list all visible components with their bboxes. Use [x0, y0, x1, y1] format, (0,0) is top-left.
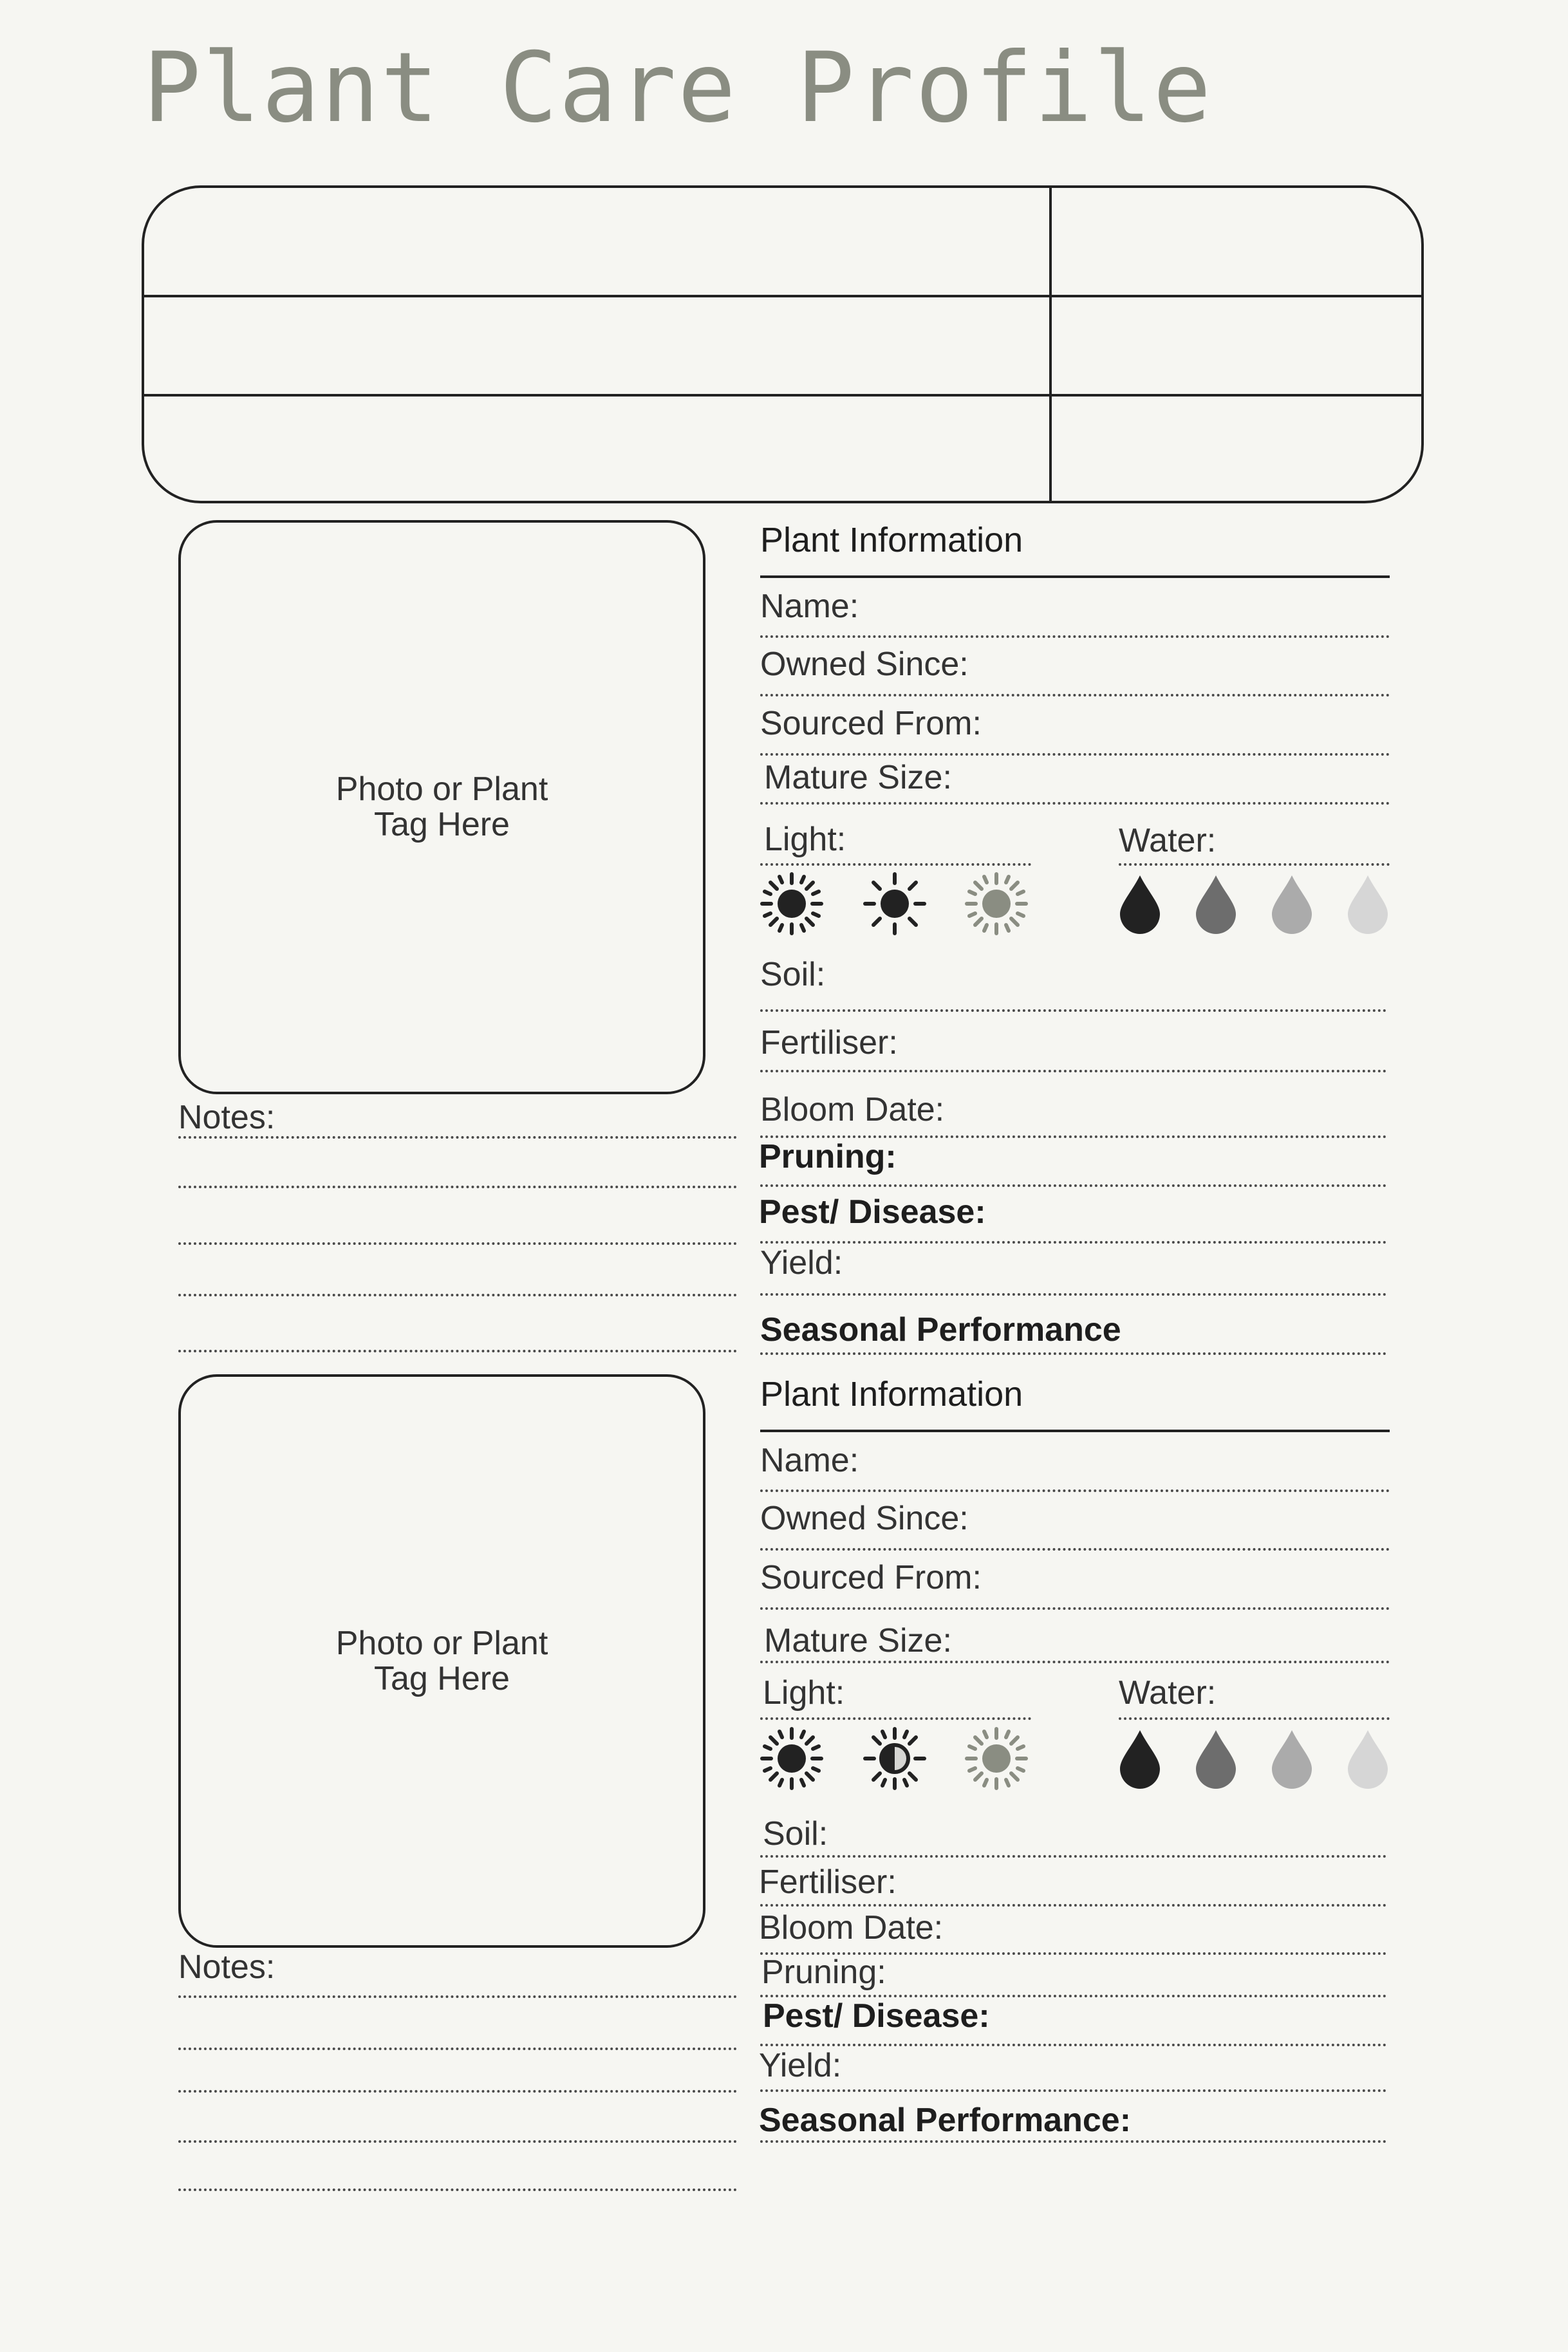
plant-info-heading: Plant Information: [760, 521, 1023, 559]
water-drop-light-icon[interactable]: [1269, 1729, 1314, 1791]
water-drop-light-icon[interactable]: [1269, 874, 1314, 936]
light-label: Light:: [764, 821, 846, 858]
pruning-field[interactable]: [760, 1184, 1386, 1187]
water-drop-faint-icon[interactable]: [1345, 874, 1390, 936]
mature-size-field[interactable]: [760, 1661, 1390, 1663]
name-label: Name:: [760, 588, 859, 625]
mature-size-field[interactable]: [760, 802, 1390, 805]
header-cell-2[interactable]: [1065, 201, 1386, 285]
page-title: Plant Care Profile: [143, 32, 1213, 144]
notes-line[interactable]: [178, 1294, 737, 1296]
plant-info-heading: Plant Information: [760, 1375, 1023, 1414]
header-cell-6[interactable]: [1065, 407, 1361, 484]
water-label: Water:: [1119, 822, 1217, 859]
notes-line[interactable]: [178, 2140, 737, 2143]
notes-line[interactable]: [178, 1995, 737, 1998]
notes-line[interactable]: [178, 1186, 737, 1188]
pest-disease-label: Pest/ Disease:: [759, 1193, 986, 1231]
notes-line[interactable]: [178, 1136, 737, 1139]
header-cell-4[interactable]: [1065, 308, 1386, 385]
faded-sun-icon[interactable]: [963, 870, 1030, 937]
header-cell-1[interactable]: [170, 201, 1032, 285]
pruning-label: Pruning:: [759, 1138, 897, 1175]
photo-placeholder-text: Photo or Plant Tag Here: [335, 770, 548, 843]
soil-field[interactable]: [760, 1009, 1386, 1012]
pest-disease-field[interactable]: [760, 1241, 1386, 1244]
water-drop-medium-icon[interactable]: [1193, 874, 1238, 936]
fertiliser-field[interactable]: [760, 1070, 1386, 1072]
water-drop-dark-icon[interactable]: [1117, 874, 1162, 936]
pruning-label: Pruning:: [761, 1954, 886, 1991]
water-label: Water:: [1119, 1674, 1217, 1712]
heading-rule: [760, 575, 1390, 578]
seasonal-performance-field[interactable]: [760, 1352, 1386, 1355]
sourced-from-label: Sourced From:: [760, 705, 982, 742]
header-table: [142, 185, 1424, 503]
seasonal-performance-field[interactable]: [760, 2140, 1386, 2143]
notes-line[interactable]: [178, 1242, 737, 1245]
header-cell-5[interactable]: [183, 407, 1032, 484]
header-column-divider: [1049, 188, 1052, 501]
water-field[interactable]: [1119, 1717, 1390, 1720]
yield-field[interactable]: [760, 2089, 1386, 2092]
notes-line[interactable]: [178, 2048, 737, 2050]
notes-line[interactable]: [178, 1350, 737, 1352]
notes-line[interactable]: [178, 2090, 737, 2093]
owned-since-label: Owned Since:: [760, 1500, 969, 1537]
soil-label: Soil:: [763, 1815, 828, 1853]
photo-box[interactable]: [178, 520, 705, 1094]
sourced-from-field[interactable]: [760, 753, 1390, 756]
notes-label: Notes:: [178, 1099, 275, 1136]
fertiliser-label: Fertiliser:: [759, 1863, 897, 1901]
yield-label: Yield:: [760, 1244, 843, 1282]
pest-disease-label: Pest/ Disease:: [763, 1997, 990, 2035]
mature-size-label: Mature Size:: [764, 759, 952, 796]
photo-box[interactable]: [178, 1374, 705, 1948]
header-row-divider: [144, 295, 1421, 297]
water-drop-faint-icon[interactable]: [1345, 1729, 1390, 1791]
bloom-date-label: Bloom Date:: [760, 1091, 945, 1128]
seasonal-performance-label: Seasonal Performance:: [759, 2102, 1132, 2139]
header-row-divider: [144, 394, 1421, 397]
name-field[interactable]: [760, 1489, 1390, 1492]
name-label: Name:: [760, 1442, 859, 1479]
water-drop-medium-icon[interactable]: [1193, 1729, 1238, 1791]
fertiliser-field[interactable]: [760, 1904, 1386, 1907]
owned-since-label: Owned Since:: [760, 646, 969, 683]
sun-icon[interactable]: [861, 870, 928, 937]
seasonal-performance-label: Seasonal Performance: [760, 1311, 1121, 1349]
photo-placeholder-text: Photo or Plant Tag Here: [335, 1624, 548, 1697]
fertiliser-label: Fertiliser:: [760, 1024, 898, 1061]
heading-rule: [760, 1430, 1390, 1432]
pest-disease-field[interactable]: [760, 2044, 1386, 2046]
owned-since-field[interactable]: [760, 1548, 1390, 1551]
water-field[interactable]: [1119, 863, 1390, 866]
name-field[interactable]: [760, 635, 1390, 638]
half-sun-icon[interactable]: [861, 1725, 928, 1792]
header-cell-3[interactable]: [170, 308, 1032, 385]
sourced-from-label: Sourced From:: [760, 1559, 982, 1596]
soil-label: Soil:: [760, 956, 826, 993]
full-sun-icon[interactable]: [758, 870, 825, 937]
notes-line[interactable]: [178, 2189, 737, 2191]
water-drop-dark-icon[interactable]: [1117, 1729, 1162, 1791]
bloom-date-label: Bloom Date:: [759, 1909, 944, 1946]
sourced-from-field[interactable]: [760, 1607, 1390, 1610]
soil-field[interactable]: [760, 1855, 1386, 1858]
faded-sun-icon[interactable]: [963, 1725, 1030, 1792]
notes-label: Notes:: [178, 1948, 275, 1986]
full-sun-icon[interactable]: [758, 1725, 825, 1792]
yield-field[interactable]: [760, 1293, 1386, 1296]
light-label: Light:: [763, 1674, 845, 1712]
yield-label: Yield:: [759, 2047, 842, 2084]
light-field[interactable]: [760, 863, 1031, 866]
owned-since-field[interactable]: [760, 694, 1390, 696]
mature-size-label: Mature Size:: [764, 1622, 952, 1659]
light-field[interactable]: [760, 1717, 1031, 1720]
